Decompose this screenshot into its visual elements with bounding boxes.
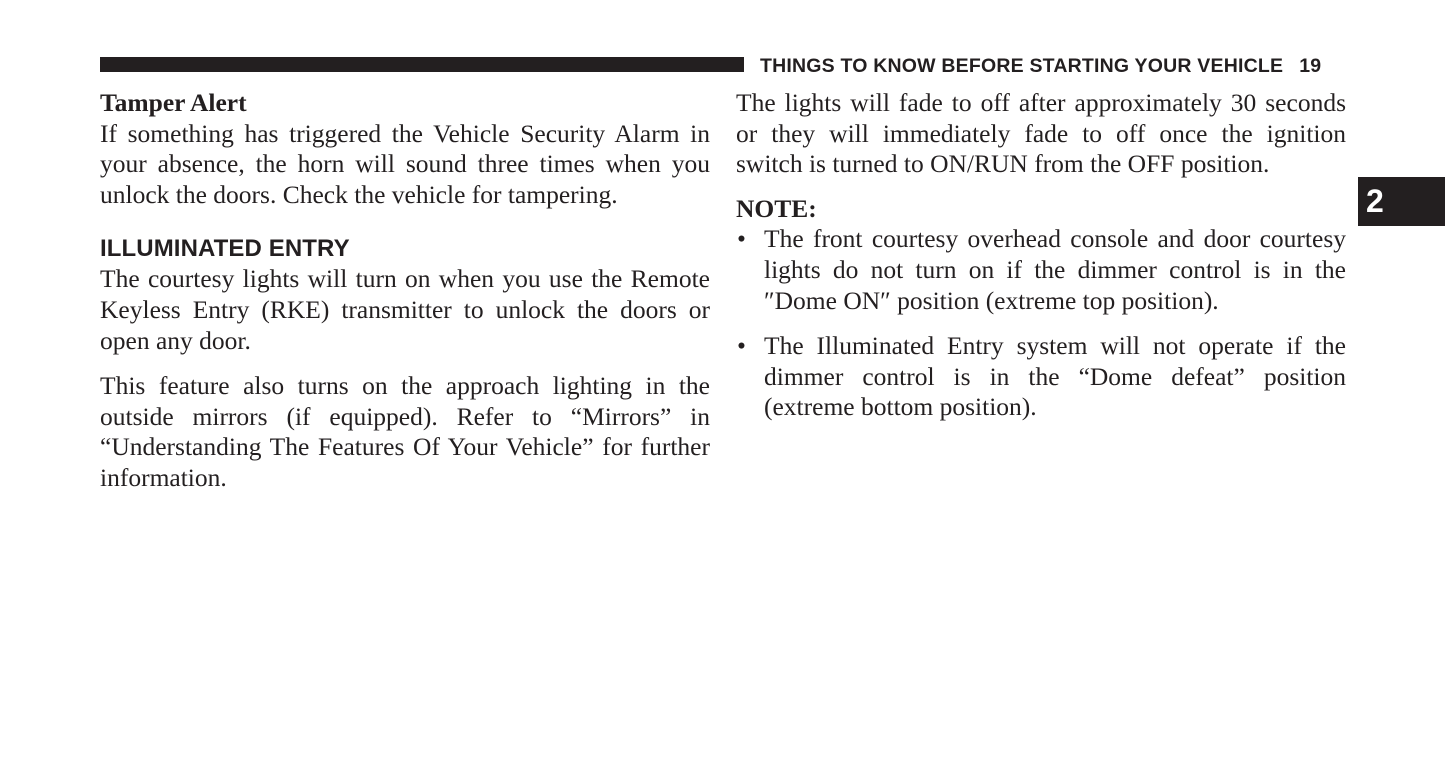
- header-rule: [100, 57, 744, 72]
- chapter-tab: 2: [1358, 177, 1445, 226]
- bullet-icon: •: [737, 331, 746, 361]
- left-column: [100, 88, 710, 494]
- note-item-text: The Illuminated Entry system will not operate if the dimmer control is in the “Dome defeat” position (extreme bottom position).: [764, 331, 1346, 422]
- list-item: [736, 331, 1346, 423]
- list-item: [736, 224, 1346, 316]
- page-number: 19: [1299, 55, 1322, 77]
- header-title: THINGS TO KNOW BEFORE STARTING YOUR VEHICLE: [760, 55, 1284, 77]
- running-header: [760, 54, 1321, 78]
- right-column: [736, 88, 1346, 423]
- tamper-alert-text: If something has triggered the Vehicle Security Alarm in your absence, the horn will sound three times when you unlock the doors. Check the vehicle for tampering.: [100, 118, 710, 209]
- note-label: NOTE:: [736, 193, 817, 223]
- illuminated-entry-heading: ILLUMINATED ENTRY: [100, 235, 350, 263]
- note-list: [736, 224, 1346, 423]
- tamper-alert-heading: Tamper Alert: [100, 88, 247, 117]
- illuminated-entry-text-2: This feature also turns on the approach lighting in the outside mirrors (if equipped). Refer to “Mirrors” in “Understanding The Features Of Your Vehicle” for further information.: [100, 371, 710, 492]
- note-item-text: The front courtesy overhead console and door courtesy lights do not turn on if the dimmer control is in the ″Dome ON″ position (extreme top position).: [764, 224, 1346, 315]
- bullet-icon: •: [737, 224, 746, 254]
- illuminated-entry-text-1: The courtesy lights will turn on when you use the Remote Keyless Entry (RKE) transmitter to unlock the doors or open any door.: [100, 264, 710, 355]
- fade-off-text: The lights will fade to off after approximately 30 seconds or they will immediately fade to off once the ignition switch is turned to ON/RUN from the OFF position.: [736, 88, 1346, 179]
